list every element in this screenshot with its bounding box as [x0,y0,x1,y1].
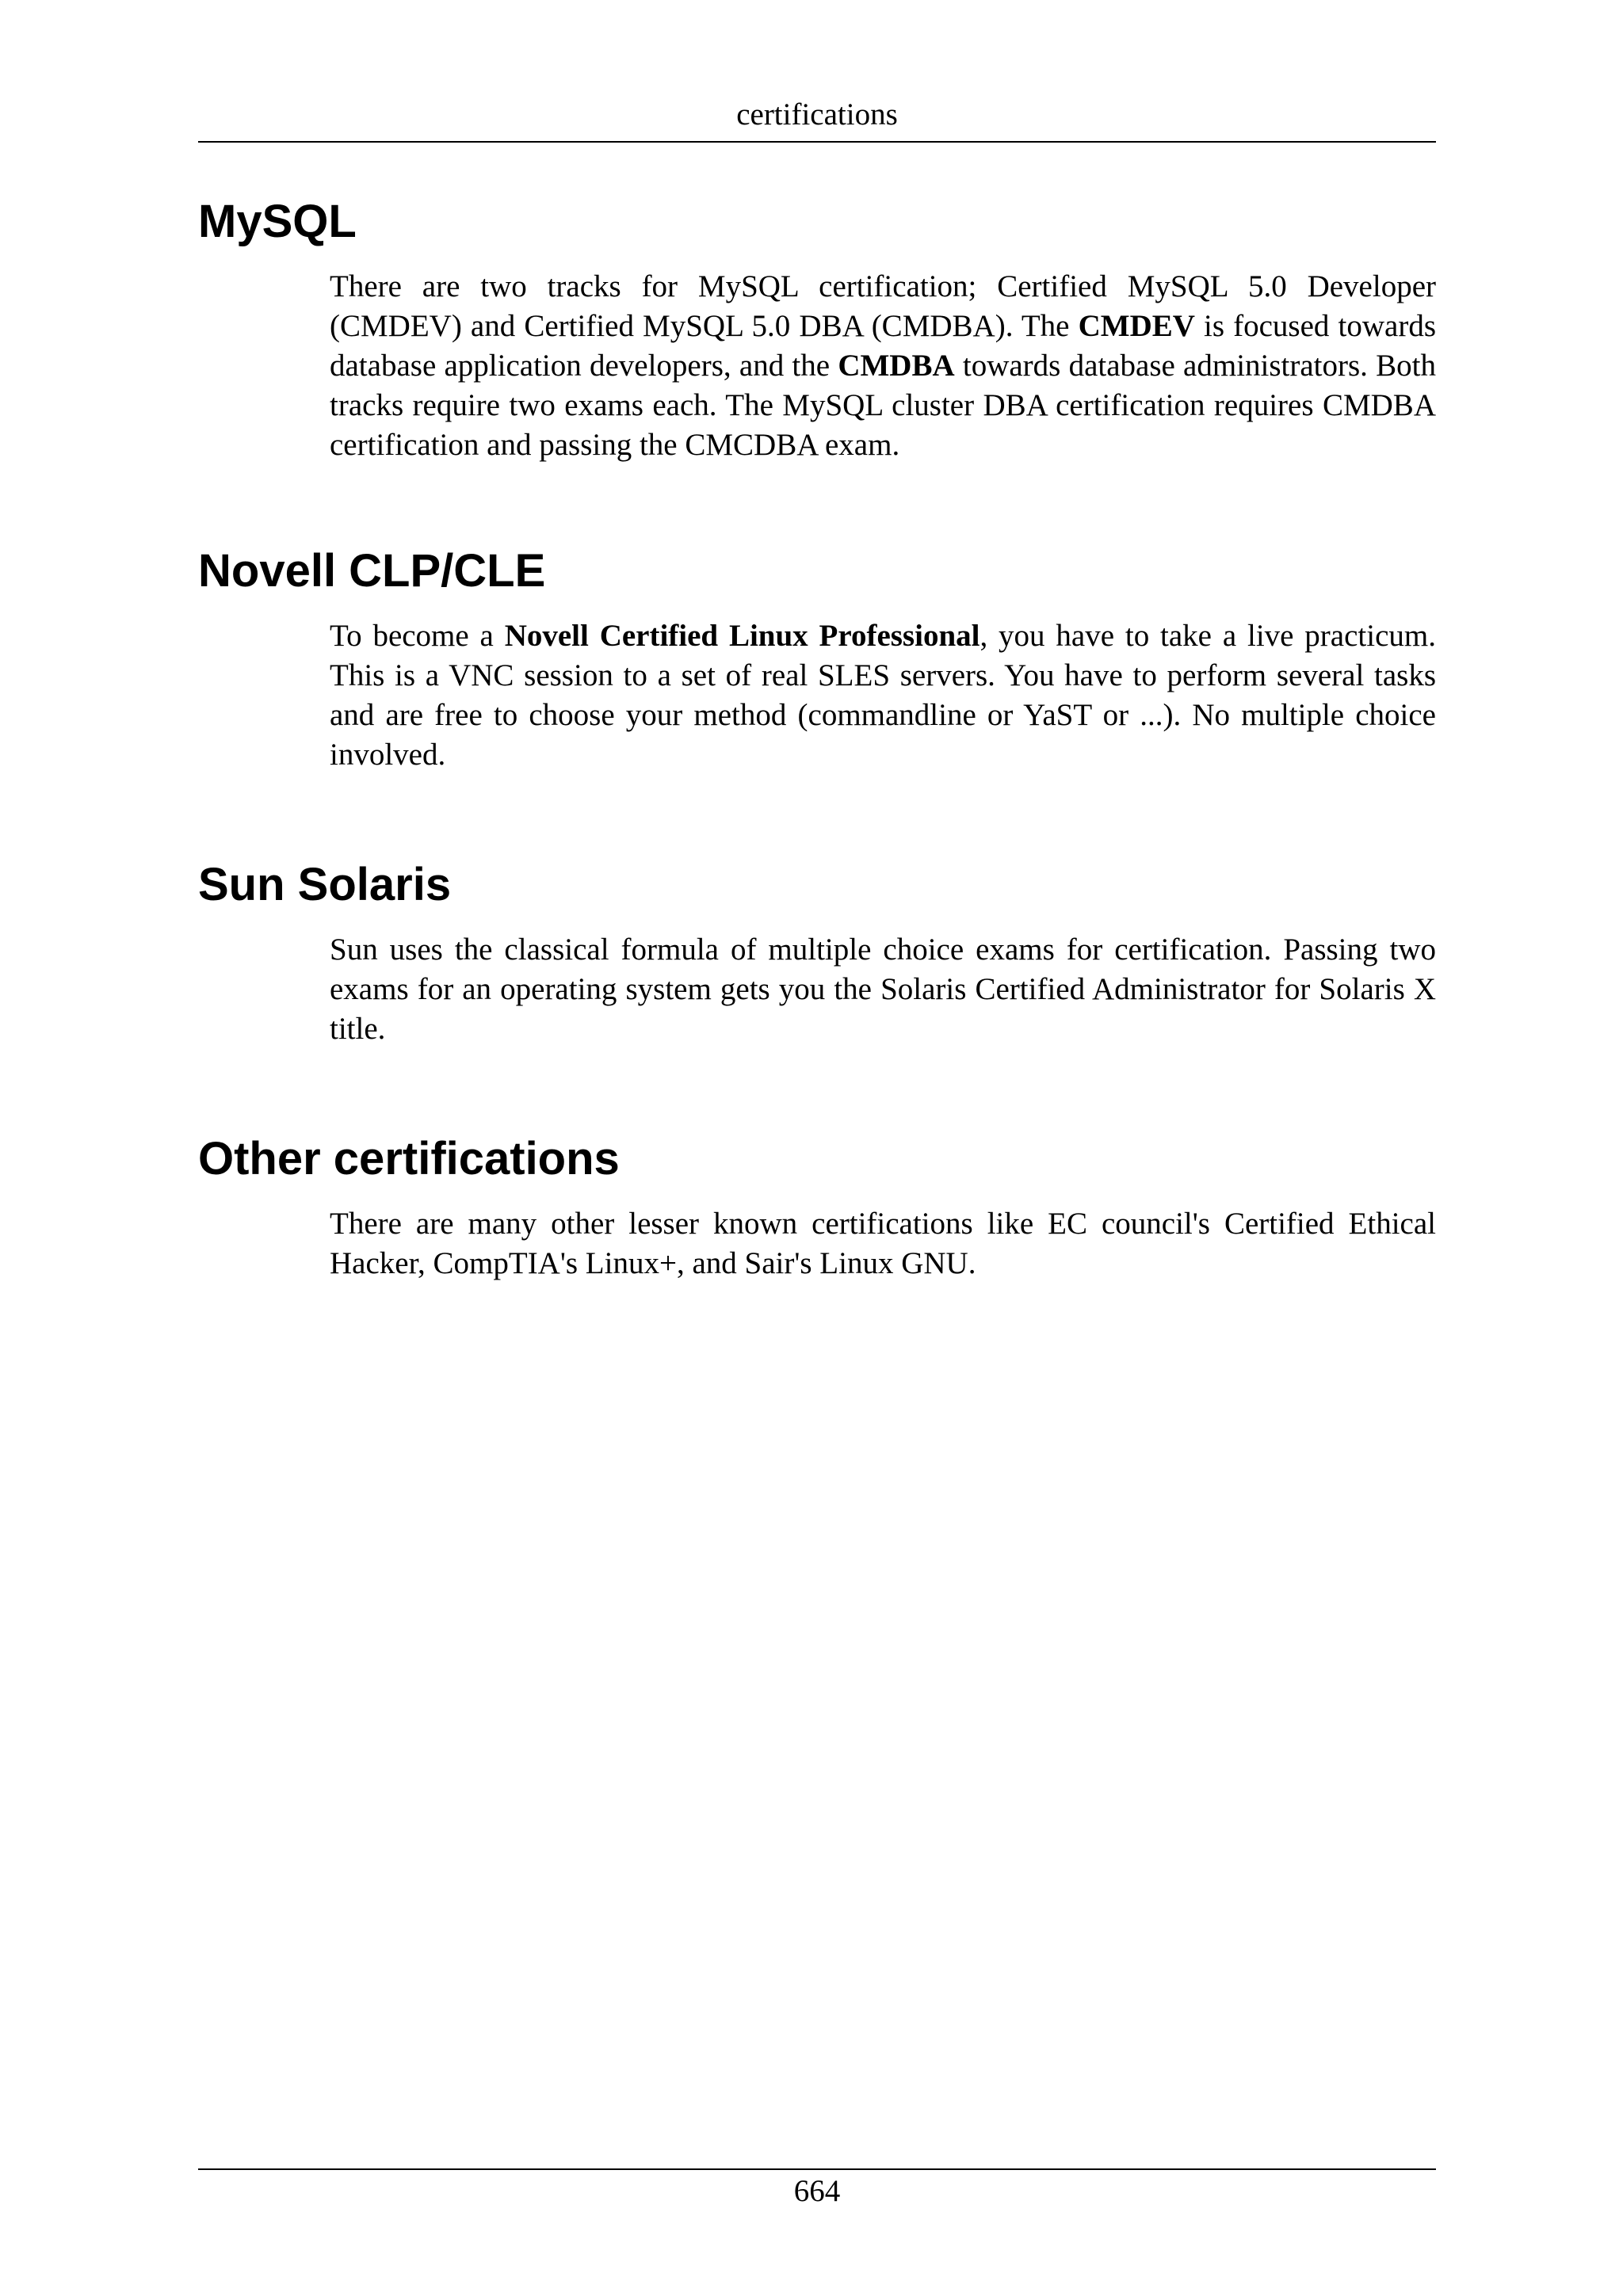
bold-term: CMDBA [838,349,955,383]
section-heading: MySQL [198,196,357,247]
section-novell [198,543,1436,775]
section-paragraph [330,616,1436,775]
bold-term: Novell Certified Linux Professional [504,619,980,653]
text-run: To become a [330,619,505,653]
page-number: 664 [198,2168,1436,2211]
text-run: , you have to take a live practicum. This is a VNC session to a set of real SLES servers. You have to perform several tasks and are free to choose your method (commandline or YaST or ...). No multiple choice involved. [330,619,1436,772]
section-heading: Other certifications [198,1133,620,1184]
section-sun-solaris [198,857,1436,1049]
text-run: There are many other lesser known certifications like EC council's Certified Ethical Hacker, CompTIA's Linux+, and Sair's Linux GNU. [330,1207,1436,1280]
section-paragraph [330,267,1436,465]
section-mysql [198,194,1436,465]
section-paragraph [330,930,1436,1049]
text-run: There are two tracks for MySQL certification; Certified MySQL 5.0 Developer (CMDEV) and Certified MySQL 5.0 DBA (CMDBA). The [330,269,1436,343]
section-other-certifications [198,1131,1436,1283]
section-heading: Novell CLP/CLE [198,545,546,597]
text-run: is focused towards database application developers, and the [330,309,1436,383]
bold-term: CMDEV [1078,309,1195,343]
text-run: Sun uses the classical formula of multiple choice exams for certification. Passing two exams for an operating system gets you the Solaris Certified Administrator for Solaris X title. [330,933,1436,1046]
running-header: certifications [198,95,1436,143]
section-paragraph [330,1204,1436,1283]
text-run: towards database administrators. Both tracks require two exams each. The MySQL cluster DBA certification requires CMDBA certification and passing the CMCDBA exam. [330,349,1437,462]
section-heading: Sun Solaris [198,859,452,910]
